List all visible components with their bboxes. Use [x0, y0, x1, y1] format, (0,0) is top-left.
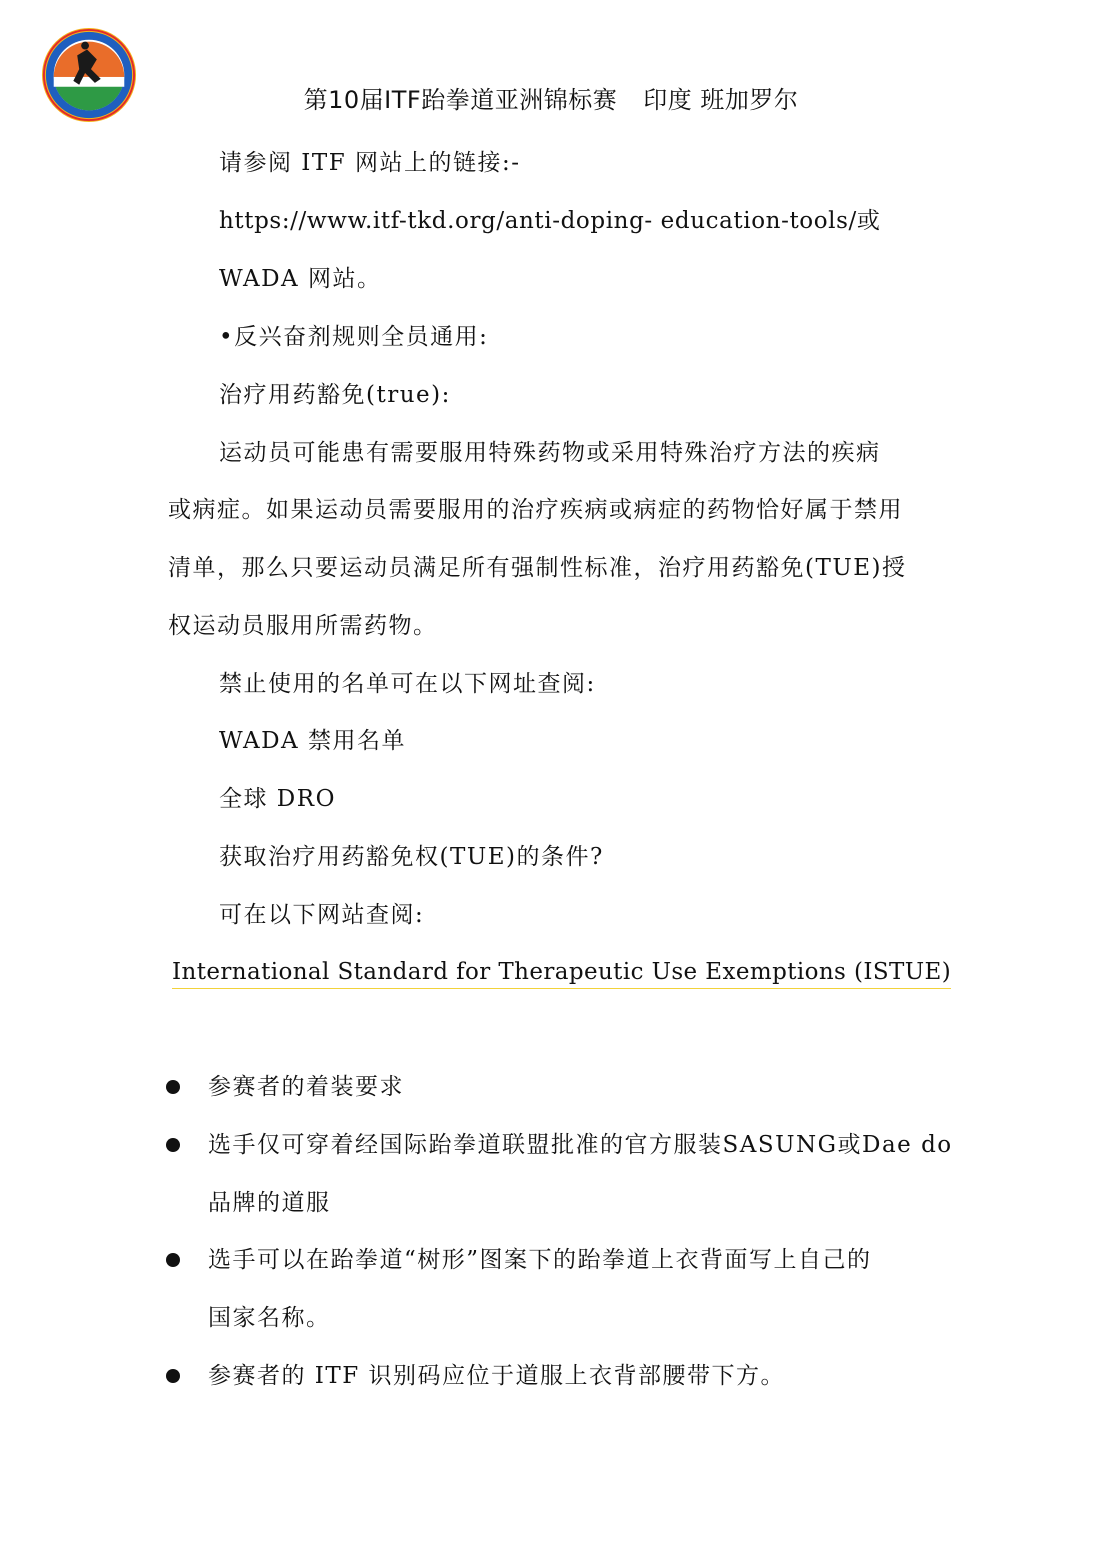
header-location: 印度 班加罗尔 — [643, 86, 799, 114]
list-item-text: 选手可以在跆拳道“树形”图案下的跆拳道上衣背面写上自己的 — [208, 1247, 872, 1273]
paragraph-line: 权运动员服用所需药物。 — [168, 613, 438, 639]
list-item-text: 选手仅可穿着经国际跆拳道联盟批准的官方服装SASUNG或Dae do — [208, 1132, 953, 1158]
header-title: 第10届ITF跆拳道亚洲锦标赛 — [303, 86, 618, 114]
text-line: •反兴奋剂规则全员通用: — [219, 324, 489, 350]
bullet-icon — [166, 1080, 180, 1094]
text-line: WADA 禁用名单 — [219, 728, 406, 754]
text-line: 全球 DRO — [219, 786, 336, 812]
text-line: WADA 网站。 — [219, 266, 382, 292]
istue-link[interactable]: International Standard for Therapeutic Use Exemptions (ISTUE) — [172, 957, 951, 989]
list-item-text: 品牌的道服 — [208, 1190, 331, 1216]
page-header — [0, 80, 1102, 115]
text-line: 禁止使用的名单可在以下网址查阅: — [219, 671, 596, 697]
paragraph-line: 或病症。如果运动员需要服用的治疗疾病或病症的药物恰好属于禁用 — [168, 497, 903, 523]
text-line: 获取治疗用药豁免权(TUE)的条件? — [219, 844, 604, 870]
text-line: 治疗用药豁免(true): — [219, 382, 451, 408]
list-item-text: 国家名称。 — [208, 1305, 331, 1331]
text-line: 可在以下网站查阅: — [219, 902, 425, 928]
text-line: 请参阅 ITF 网站上的链接:- — [219, 150, 521, 176]
bullet-icon — [166, 1369, 180, 1383]
paragraph-line: 清单，那么只要运动员满足所有强制性标准，治疗用药豁免(TUE)授 — [168, 555, 907, 581]
bullet-icon — [166, 1138, 180, 1152]
bullet-icon — [166, 1253, 180, 1267]
list-item-text: 参赛者的着装要求 — [208, 1074, 404, 1100]
url-text: https://www.itf-tkd.org/anti-doping- education-tools/或 — [219, 208, 881, 234]
paragraph-line: 运动员可能患有需要服用特殊药物或采用特殊治疗方法的疾病 — [219, 440, 881, 466]
list-item-text: 参赛者的 ITF 识别码应位于道服上衣背部腰带下方。 — [208, 1363, 786, 1389]
